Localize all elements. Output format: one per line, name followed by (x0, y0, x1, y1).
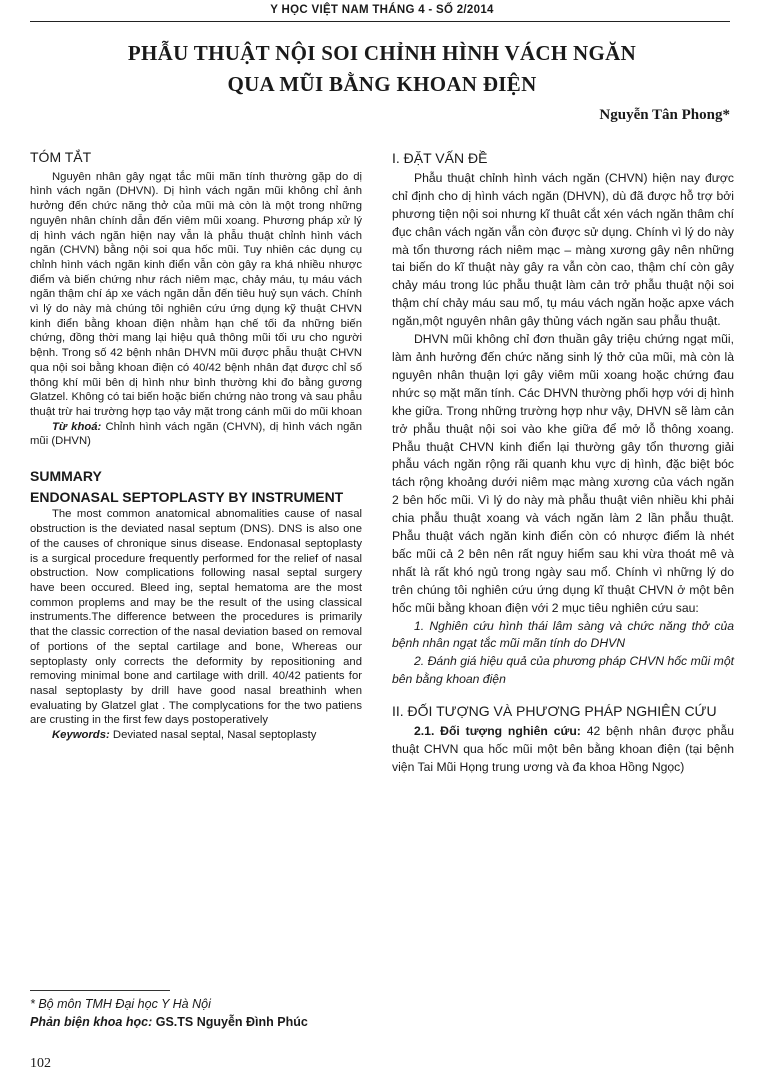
reviewer-label: Phản biện khoa học: (30, 1015, 153, 1029)
tomtat-body: Nguyên nhân gây ngạt tắc mũi mãn tính thường gặp do dị hình vách ngăn (DHVN). Dị hình vách ngăn mũi không chỉ ảnh hưởng đến chức năng thở của mũi mà còn là một trong những nguyên nhân chính dẫn đến viêm mũi xoang. Phương pháp xử lý dị hình vách ngăn hiện nay vẫn là phẫu thuật chỉnh hình vách ngăn (CHVN) bằng nội soi qua hốc mũi. Tuy nhiên các dụng cụ chỉnh hình vách ngăn kinh điển vẫn còn gây ra khá nhiều nhược điểm và biến chứng như rách niêm mạc, chảy máu, tụ máu vách ngăn thậm chí áp xe vách ngăn dẫn đến tiêu huỷ sụn vách. Chính vì lý do này mà chúng tôi nghiên cứu ứng dụng kỹ thuật CHVN kinh điển bằng khoan điện nhằm hạn chế tối đa những biến chứng, đồng thời mang lại hiệu quả thông mũi tối ưu cho người bệnh. Trong số 42 bệnh nhân DHVN mũi được phẫu thuật CHVN qua nội soi bằng khoan điện có 40/42 bệnh nhân đạt được chỉ số thông khí mũi bên dị hình như bình thường khi đo bằng gương Glatzel. Không có tai biến hoặc biến chứng nào trong và sau phẫu thuật trừ hai trường hợp tạo vảy mặt trong cánh mũi do mũi khoan (30, 170, 362, 418)
article-title (60, 38, 704, 100)
objective-1: 1. Nghiên cứu hình thái lâm sàng và chức năng thở của bệnh nhân ngạt tắc mũi mãn tính do DHVN (392, 618, 734, 651)
section-2-heading: II. ĐỐI TƯỢNG VÀ PHƯƠNG PHÁP NGHIÊN CỨU (392, 703, 717, 720)
journal-header: Y HỌC VIỆT NAM THÁNG 4 - SỐ 2/2014 (270, 4, 494, 16)
section-2-1-label: 2.1. Đối tượng nghiên cứu: (414, 724, 581, 739)
tomtat-heading: TÓM TẮT (30, 149, 92, 165)
right-column (392, 150, 734, 777)
objective-2: 2. Đánh giá hiệu quả của phương pháp CHVN hốc mũi một bên bằng khoan điện (392, 654, 734, 687)
left-column (30, 150, 362, 743)
header-rule (30, 21, 730, 22)
summary-body: The most common anatomical abnomalities cause of nasal obstruction is the deviated nasal septum (DNS). DNS is also one of the causes of chronique sinus disease. Endonasal septoplasty is a surgical procedure frequently performed for the relief of nasal obstruction. Now complications following nasal septal surgery have been occured. Bleed ing, septal hematoma are the most common proplems and may be the result of the using classical instruments.The difference between the procedures is primarily that the classic correction of the nasal deviation based on removal of portions of the septal cartilage and bone, Whereas our septoplasty only corrects the deformity by repositioning and removing minimal bone and cartilage with drill. 40/42 patients for nasal septoplasty by drill have good nasal breathinh when evaluating by Glatzel glat . The complycations for the two patiens are crusting in the first few days postoperatively (30, 508, 362, 727)
summary-title: ENDONASAL SEPTOPLASTY BY INSTRUMENT (30, 488, 344, 505)
section-1-heading: I. ĐẶT VẤN ĐỀ (392, 150, 488, 166)
footnote-rule (30, 990, 170, 991)
footnote-affiliation: * Bộ môn TMH Đại học Y Hà Nội (30, 997, 211, 1011)
title-line-1: PHẪU THUẬT NỘI SOI CHỈNH HÌNH VÁCH NGĂN (127, 41, 637, 65)
section-1-paragraph-1: Phẫu thuật chỉnh hình vách ngăn (CHVN) hiện nay được chỉ định cho dị hình vách ngăn (DHVN), dù đã được hỗ trợ bởi phương tiện nội soi nhưng kĩ thuât cắt xén vách ngăn thâm chí đục chân vách ngăn vẫn còn được sử dụng. Chính vì lý do này mà tổn thương rách niêm mạc – màng xương gây nên những tai biến do kĩ thuật này gây ra vẫn còn cao, thậm chí còn gây chảy máu trong lúc phẫu thuật làm cản trở phẫu thuật nội soi thậm chí chảy máu sau mổ, tụ máu vách ngăn hoặc apxe vách ngăn,một nguyên nhân gây thủng vách ngăn sau phẫu thuật. (392, 170, 734, 329)
tukhoa-text: Chỉnh hình vách ngăn (CHVN), dị hình vách ngăn mũi (DHVN) (30, 420, 362, 448)
keywords-label: Keywords: (52, 729, 110, 742)
section-2-1-paragraph (392, 723, 734, 777)
reviewer-name: GS.TS Nguyễn Đình Phúc (152, 1015, 308, 1029)
keywords-text: Deviated nasal septal, Nasal septoplasty (109, 729, 317, 742)
title-line-2: QUA MŨI BẰNG KHOAN ĐIỆN (227, 72, 537, 96)
summary-heading: SUMMARY (30, 468, 102, 485)
author-name: Nguyễn Tân Phong* (599, 107, 730, 123)
tukhoa-paragraph (30, 420, 362, 449)
footnote-reviewer (30, 1015, 370, 1029)
section-1-paragraph-2: DHVN mũi không chỉ đơn thuần gây triệu chứng ngạt mũi, làm ảnh hưởng đến chức năng sinh lý thở của mũi, mà còn là nguyên nhân thuận lợi gây viêm mũi xoang hoặc chứng đau nhức sọ mặt mãn tính. Các DHVN thường phối hợp với dị hình khe giữa. Trong những trường hợp như vậy, DHVN sẽ làm cản trở phẫu thuật nội soi vào khe giữa để mở lỗ thông xoang. Phẫu thuật CHVN kinh điển lại thường gây tổn thương giải phẫu vách ngăn rộng rãi quanh khu vực dị hình, đặc biệt bóc tách rộng khoảng dưới niêm mạc màng xương của vách ngăn 2 bên hốc mũi. Vì lý do này mà phẫu thuật viên nhiều khi phải chia phẫu thuật xoang và vách ngăn làm 2 lần phẫu thuật. Phẫu thuật vách ngăn kinh điển còn có nhược điểm là nhét bấc mũi cả 2 bên nên rất nguy hiểm sau khi vừa thoát mê và nhất là rất khó ngủ trong ngày sau mổ. Chính vì những lý do trên chúng tôi nghiên cứu ứng dụng kĩ thuật CHVN ở một bên hốc mũi bằng khoan điện với 2 mục tiêu nghiên cứu sau: (392, 332, 734, 615)
section-2-1-text: 42 bệnh nhân được phẫu thuật CHVN qua hốc mũi một bên bằng khoan điện (tại bệnh viện Tai Mũi Họng trung ương và đa khoa Hồng Ngọc) (392, 724, 734, 774)
page-number: 102 (30, 1056, 51, 1071)
tukhoa-label: Từ khoá: (52, 420, 102, 433)
keywords-paragraph (30, 728, 362, 743)
